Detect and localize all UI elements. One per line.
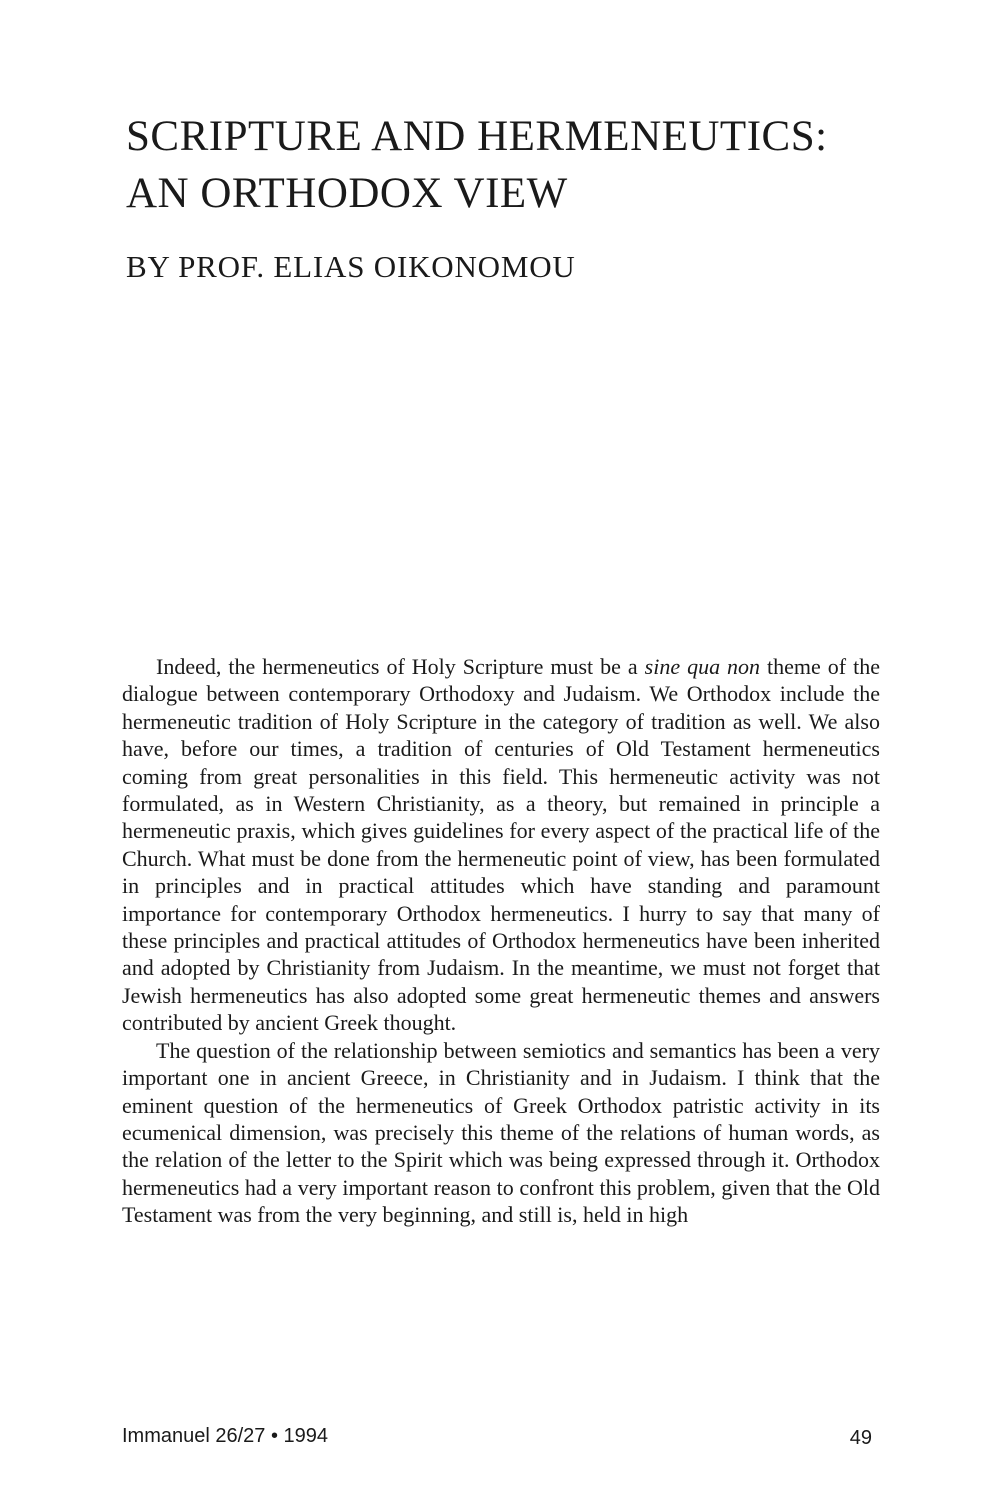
italic-phrase: sine qua non [644, 654, 761, 679]
paragraph-1-text-start: Indeed, the hermeneutics of Holy Scripture must be a [156, 654, 645, 679]
body-paragraph-1 [122, 653, 880, 1037]
author-byline: BY PROF. ELIAS OIKONOMOU [126, 249, 576, 284]
page-number: 49 [849, 1427, 872, 1449]
body-paragraph-2: The question of the relationship between semiotics and semantics has been a very important one in ancient Greece, in Christianity and in Judaism. I think that the eminent question of the hermeneutics of Greek Orthodox patristic activity in its ecumenical dimension, was precisely this theme of the relations of human words, as the relation of the letter to the Spirit which was being expressed through it. Orthodox hermeneutics had a very important reason to confront this problem, given that the Old Testament was from the very beginning, and still is, held in high [122, 1037, 880, 1228]
article-body [122, 653, 880, 1229]
article-title-line-1: SCRIPTURE AND HERMENEUTICS: [126, 113, 828, 160]
article-title-line-2: AN ORTHODOX VIEW [126, 170, 568, 217]
article-title [126, 108, 828, 222]
journal-citation: Immanuel 26/27 • 1994 [122, 1425, 329, 1447]
paragraph-1-text-rest: theme of the dialogue between contemporary Orthodoxy and Judaism. We Orthodox include the hermeneutic tradition of Holy Scripture in the category of tradition as well. We also have, before our times, a tradition of centuries of Old Testament hermeneutics coming from great personalities in this field. This hermeneutic activity was not formulated, as in Western Christianity, as a theory, but remained in principle a hermeneutic praxis, which gives guidelines for every aspect of the practical life of the Church. What must be done from the hermeneutic point of view, has been formulated in principles and in practical attitudes which have standing and paramount importance for contemporary Orthodox hermeneutics. I hurry to say that many of these principles and practical attitudes of Orthodox hermeneutics have been inherited and adopted by Christianity from Judaism. In the meantime, we must not forget that Jewish hermeneutics has also adopted some great hermeneutic themes and answers contributed by ancient Greek thought. [122, 654, 880, 1036]
